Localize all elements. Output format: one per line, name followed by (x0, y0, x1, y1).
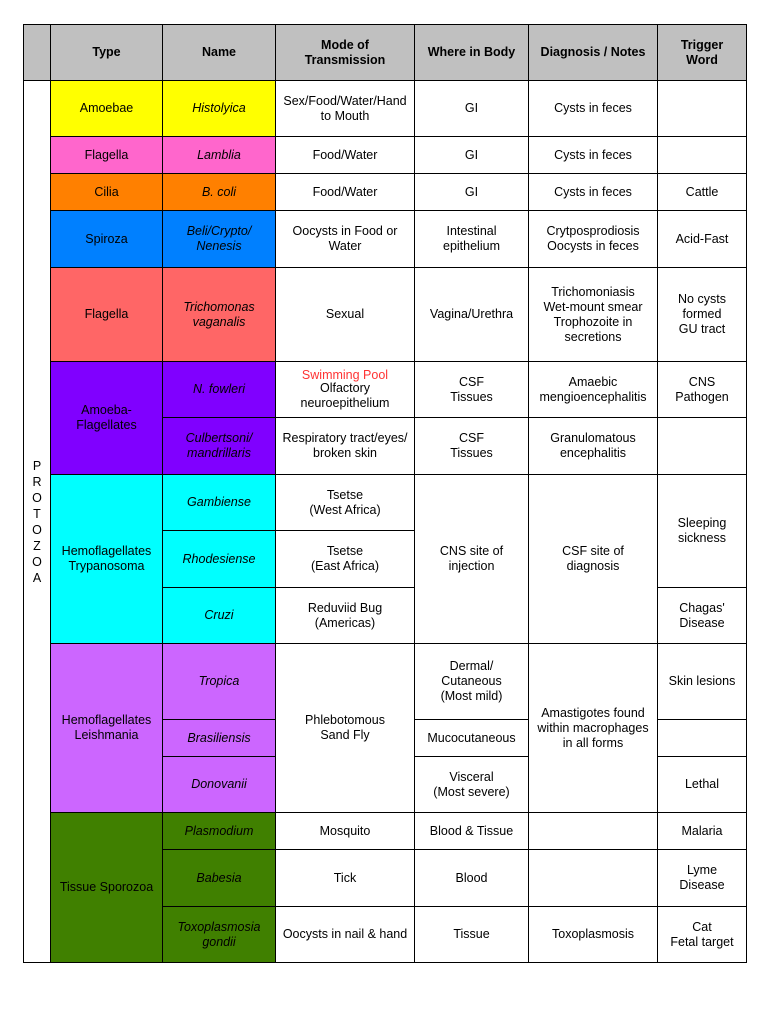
name-cell: Plasmodium (163, 813, 276, 850)
header-trigger: Trigger Word (658, 25, 747, 81)
type-cell: Flagella (51, 137, 163, 174)
header-blank (24, 25, 51, 81)
where-cell: Blood (415, 850, 529, 907)
diagnosis-cell: Amaebic mengioencephalitis (529, 362, 658, 418)
mode-cell: Reduviid Bug (Americas) (276, 588, 415, 644)
where-cell: Vagina/Urethra (415, 268, 529, 362)
mode-cell: Phlebotomous Sand Fly (276, 644, 415, 813)
trigger-cell: No cysts formed GU tract (658, 268, 747, 362)
table-row (24, 362, 747, 418)
diagnosis-cell: Granulomatous encephalitis (529, 418, 658, 475)
name-cell: Beli/Crypto/ Nenesis (163, 211, 276, 268)
where-cell: CSF Tissues (415, 418, 529, 475)
name-cell: Lamblia (163, 137, 276, 174)
name-cell: Gambiense (163, 475, 276, 531)
trigger-cell (658, 81, 747, 137)
name-cell: Histolyica (163, 81, 276, 137)
type-cell: Amoebae (51, 81, 163, 137)
trigger-cell: CNS Pathogen (658, 362, 747, 418)
trigger-cell: Lethal (658, 757, 747, 813)
name-cell: Cruzi (163, 588, 276, 644)
mode-cell: Tick (276, 850, 415, 907)
table-row (24, 211, 747, 268)
type-cell: Cilia (51, 174, 163, 211)
diagnosis-cell: CSF site of diagnosis (529, 475, 658, 644)
mode-cell: Sexual (276, 268, 415, 362)
diagnosis-cell: Cysts in feces (529, 137, 658, 174)
where-cell: Mucocutaneous (415, 720, 529, 757)
diagnosis-cell: Cysts in feces (529, 81, 658, 137)
mode-text: Olfactory neuroepithelium (300, 380, 390, 410)
table-row (24, 81, 747, 137)
trigger-cell: Sleeping sickness (658, 475, 747, 588)
name-cell: N. fowleri (163, 362, 276, 418)
mode-cell: Food/Water (276, 137, 415, 174)
mode-cell (276, 362, 415, 418)
type-cell: Tissue Sporozoa (51, 813, 163, 963)
where-cell: Visceral (Most severe) (415, 757, 529, 813)
diagnosis-cell (529, 813, 658, 850)
diagnosis-cell (529, 850, 658, 907)
type-cell: Hemoflagellates Trypanosoma (51, 475, 163, 644)
name-cell: Rhodesiense (163, 531, 276, 588)
name-cell: Brasiliensis (163, 720, 276, 757)
type-cell: Hemoflagellates Leishmania (51, 644, 163, 813)
diagnosis-cell: Amastigotes found within macrophages in all forms (529, 644, 658, 813)
trigger-cell: Acid-Fast (658, 211, 747, 268)
diagnosis-cell: Trichomoniasis Wet-mount smear Trophozoite in secretions (529, 268, 658, 362)
trigger-cell: Chagas' Disease (658, 588, 747, 644)
name-cell: Tropica (163, 644, 276, 720)
table-row (24, 475, 747, 531)
side-label-cell (24, 81, 51, 963)
type-cell: Amoeba- Flagellates (51, 362, 163, 475)
mode-cell: Tsetse (East Africa) (276, 531, 415, 588)
header-diagnosis: Diagnosis / Notes (529, 25, 658, 81)
diagnosis-cell: Cysts in feces (529, 174, 658, 211)
where-cell: GI (415, 137, 529, 174)
trigger-cell (658, 418, 747, 475)
where-cell: GI (415, 174, 529, 211)
type-cell: Spiroza (51, 211, 163, 268)
trigger-cell: Lyme Disease (658, 850, 747, 907)
mode-cell: Food/Water (276, 174, 415, 211)
where-cell: Tissue (415, 907, 529, 963)
trigger-cell (658, 137, 747, 174)
header-mode: Mode of Transmission (276, 25, 415, 81)
name-cell: B. coli (163, 174, 276, 211)
table-row (24, 268, 747, 362)
mode-cell: Tsetse (West Africa) (276, 475, 415, 531)
diagnosis-cell: Toxoplasmosis (529, 907, 658, 963)
table-row (24, 137, 747, 174)
name-cell: Donovanii (163, 757, 276, 813)
trigger-cell: Cattle (658, 174, 747, 211)
header-type: Type (51, 25, 163, 81)
where-cell: Dermal/ Cutaneous (Most mild) (415, 644, 529, 720)
trigger-cell: Malaria (658, 813, 747, 850)
protozoa-table (23, 24, 747, 963)
table-row (24, 644, 747, 720)
mode-cell: Oocysts in Food or Water (276, 211, 415, 268)
swimming-pool-note: Swimming Pool (301, 367, 389, 382)
trigger-cell: Cat Fetal target (658, 907, 747, 963)
header-row (24, 25, 747, 81)
mode-cell: Mosquito (276, 813, 415, 850)
diagnosis-cell: Crytposprodiosis Oocysts in feces (529, 211, 658, 268)
name-cell: Toxoplasmosia gondii (163, 907, 276, 963)
where-cell: CSF Tissues (415, 362, 529, 418)
where-cell: GI (415, 81, 529, 137)
trigger-cell (658, 720, 747, 757)
where-cell: CNS site of injection (415, 475, 529, 644)
table-row (24, 174, 747, 211)
mode-cell: Sex/Food/Water/Hand to Mouth (276, 81, 415, 137)
table-row (24, 813, 747, 850)
name-cell: Babesia (163, 850, 276, 907)
side-label: P R O T O Z O A (32, 458, 42, 585)
name-cell: Trichomonas vaganalis (163, 268, 276, 362)
mode-cell: Respiratory tract/eyes/ broken skin (276, 418, 415, 475)
header-name: Name (163, 25, 276, 81)
where-cell: Blood & Tissue (415, 813, 529, 850)
header-where: Where in Body (415, 25, 529, 81)
name-cell: Culbertsoni/ mandrillaris (163, 418, 276, 475)
type-cell: Flagella (51, 268, 163, 362)
trigger-cell: Skin lesions (658, 644, 747, 720)
mode-cell: Oocysts in nail & hand (276, 907, 415, 963)
where-cell: Intestinal epithelium (415, 211, 529, 268)
